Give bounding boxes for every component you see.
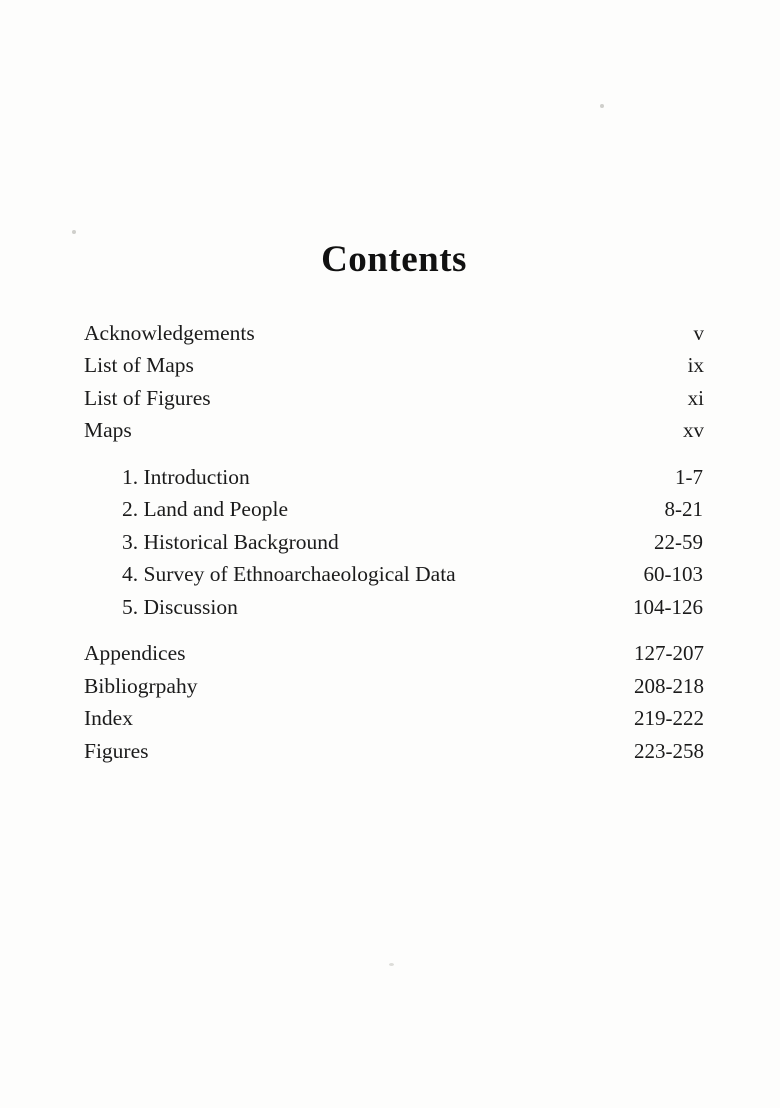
- toc-entry-chapter-2: [84, 494, 704, 527]
- paper-speck: [72, 230, 76, 234]
- toc-entry-chapter-5: [84, 591, 704, 624]
- toc-entry-chapter-3: [84, 526, 704, 559]
- toc-entry-pages: 219-222: [634, 706, 704, 730]
- table-of-contents: [84, 317, 704, 768]
- toc-entry-chapter-1: [84, 461, 704, 494]
- toc-entry-maps: [84, 415, 704, 448]
- toc-entry-label: Index: [84, 706, 133, 730]
- toc-entry-label: List of Figures: [84, 385, 211, 410]
- page-title: Contents: [321, 239, 467, 280]
- toc-entry-label: Maps: [84, 418, 132, 442]
- toc-entry-index: [84, 703, 704, 736]
- toc-entry-appendices: [84, 638, 704, 671]
- toc-entry-label: Appendices: [84, 641, 186, 665]
- toc-entry-pages: 60-103: [643, 562, 703, 586]
- toc-entry-label: Bibliogrpahy: [84, 673, 198, 698]
- toc-entry-bibliography: [84, 670, 704, 703]
- toc-entry-pages: 208-218: [634, 673, 704, 698]
- toc-entry-pages: 8-21: [664, 497, 703, 521]
- toc-entry-pages: ix: [687, 353, 704, 377]
- toc-entry-pages: 127-207: [634, 641, 704, 665]
- toc-entry-list-of-maps: [84, 350, 704, 383]
- toc-entry-pages: v: [693, 320, 704, 345]
- toc-entry-label: Acknowledgements: [84, 320, 255, 345]
- paper-speck: [389, 963, 394, 966]
- toc-entry-figures: [84, 735, 704, 768]
- page-content: [84, 0, 704, 768]
- toc-entry-list-of-figures: [84, 382, 704, 415]
- toc-entry-chapter-4: [84, 559, 704, 592]
- toc-entry-pages: 22-59: [654, 529, 703, 554]
- toc-entry-label: 3. Historical Background: [122, 529, 339, 554]
- toc-entry-label: 4. Survey of Ethnoarchaeological Data: [122, 562, 456, 586]
- toc-entry-pages: 1-7: [675, 464, 703, 489]
- toc-entry-pages: 104-126: [633, 594, 703, 619]
- toc-entry-label: Figures: [84, 738, 149, 763]
- toc-entry-acknowledgements: [84, 317, 704, 350]
- toc-entry-label: 1. Introduction: [122, 464, 250, 489]
- toc-entry-label: 5. Discussion: [122, 594, 238, 619]
- toc-entry-label: List of Maps: [84, 353, 194, 377]
- toc-entry-label: 2. Land and People: [122, 497, 288, 521]
- toc-entry-pages: xi: [687, 385, 704, 410]
- toc-entry-pages: xv: [683, 418, 704, 442]
- toc-entry-pages: 223-258: [634, 738, 704, 763]
